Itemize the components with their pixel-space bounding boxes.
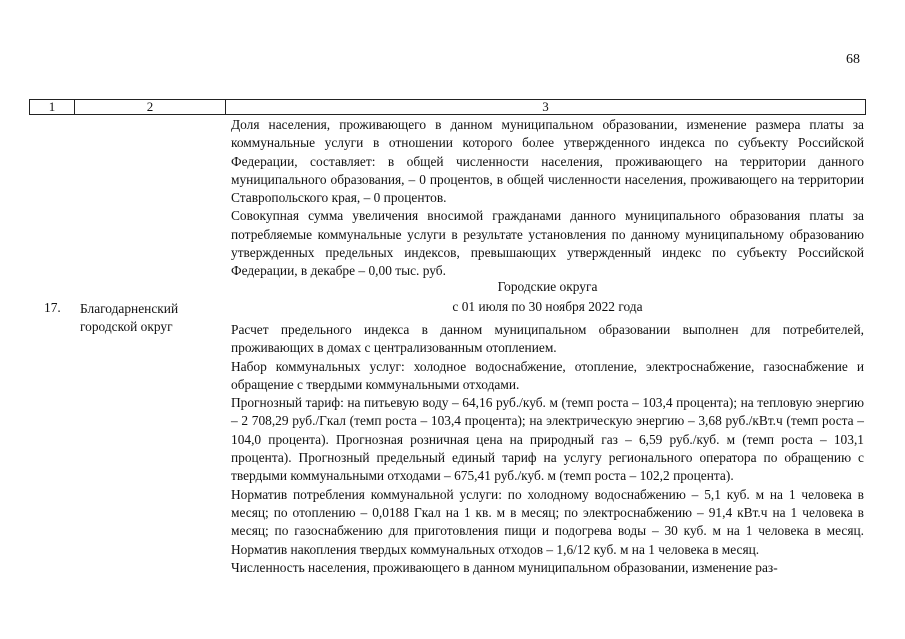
period-heading: с 01 июля по 30 ноября 2022 года: [452, 299, 643, 314]
entry-text: [231, 321, 864, 577]
table-header-row: [29, 99, 866, 115]
table-header-col-1: 1: [30, 100, 75, 114]
table-header-col-3: 3: [542, 99, 549, 114]
municipality-name: Благодарненский городской округ: [80, 301, 179, 334]
services-set-paragraph: Набор коммунальных услуг: холодное водоснабжение, отопление, электроснабжение, газоснабжение и обращение с твердыми коммунальными отходами.: [231, 358, 864, 392]
consumption-norm-paragraph: Норматив потребления коммунальной услуги: по холодному водоснабжению – 5,1 куб. м на 1 человека в месяц; по отоплению – 0,0188 Гкал на 1 кв. м в месяц; по электроснабжению – 91,4 кВт.ч на 1 человека в месяц; по газоснабжению для приготовления пищи и подогрева воды – 30 куб. м на 1 человека в месяц. Норматив накопления твердых коммунальных отходов – 1,6/12 куб. м на 1 человека в месяц.: [231, 486, 864, 557]
total-increase-paragraph: Совокупная сумма увеличения вносимой гражданами данного муниципального образования платы за потребляемые коммунальные услуги в результате установления по данному муниципальному образованию утвержденных предельных индексов, превышающих утвержденный индекс по субъекту Российской Федерации, в декабре – 0,00 тыс. руб.: [231, 208, 864, 279]
previous-entry-text: [231, 116, 864, 281]
population-share-paragraph: Доля населения, проживающего в данном муниципальном образовании, изменение размера платы за коммунальные услуги в отношении которого более утвержденного индекса по субъекту Российской Федерации, составляет: в общей численности населения, проживающего на территории данного муниципального образования, – 0 процентов, в общей численности населения, проживающего на территории Ставропольского края, – 0 процентов.: [231, 117, 864, 206]
calculation-basis-paragraph: Расчет предельного индекса в данном муниципальном образовании выполнен для потребителей, проживающих в домах с централизованным отоплением.: [231, 322, 864, 356]
population-paragraph: Численность населения, проживающего в данном муниципальном образовании, изменение раз-: [231, 559, 778, 575]
forecast-tariff-paragraph: Прогнозный тариф: на питьевую воду – 64,16 руб./куб. м (темп роста – 103,4 процента); на тепловую энергию – 2 708,29 руб./Гкал (темп роста – 103,4 процента); на электрическую энергию – 3,68 руб./кВт.ч (темп роста – 104,0 процента). Прогнозная розничная цена на природный газ – 6,59 руб./куб. м (темп роста – 103,1 процента). Прогнозный предельный единый тариф на услугу регионального оператора по обращению с твердыми коммунальными отходами – 675,41 руб./куб. м (темп роста – 102,2 процента).: [231, 395, 864, 484]
page-number: 68: [846, 52, 860, 67]
group-title: Городские округа: [497, 279, 598, 294]
table-header-col-2: 2: [75, 100, 226, 114]
row-number: 17.: [44, 300, 61, 315]
